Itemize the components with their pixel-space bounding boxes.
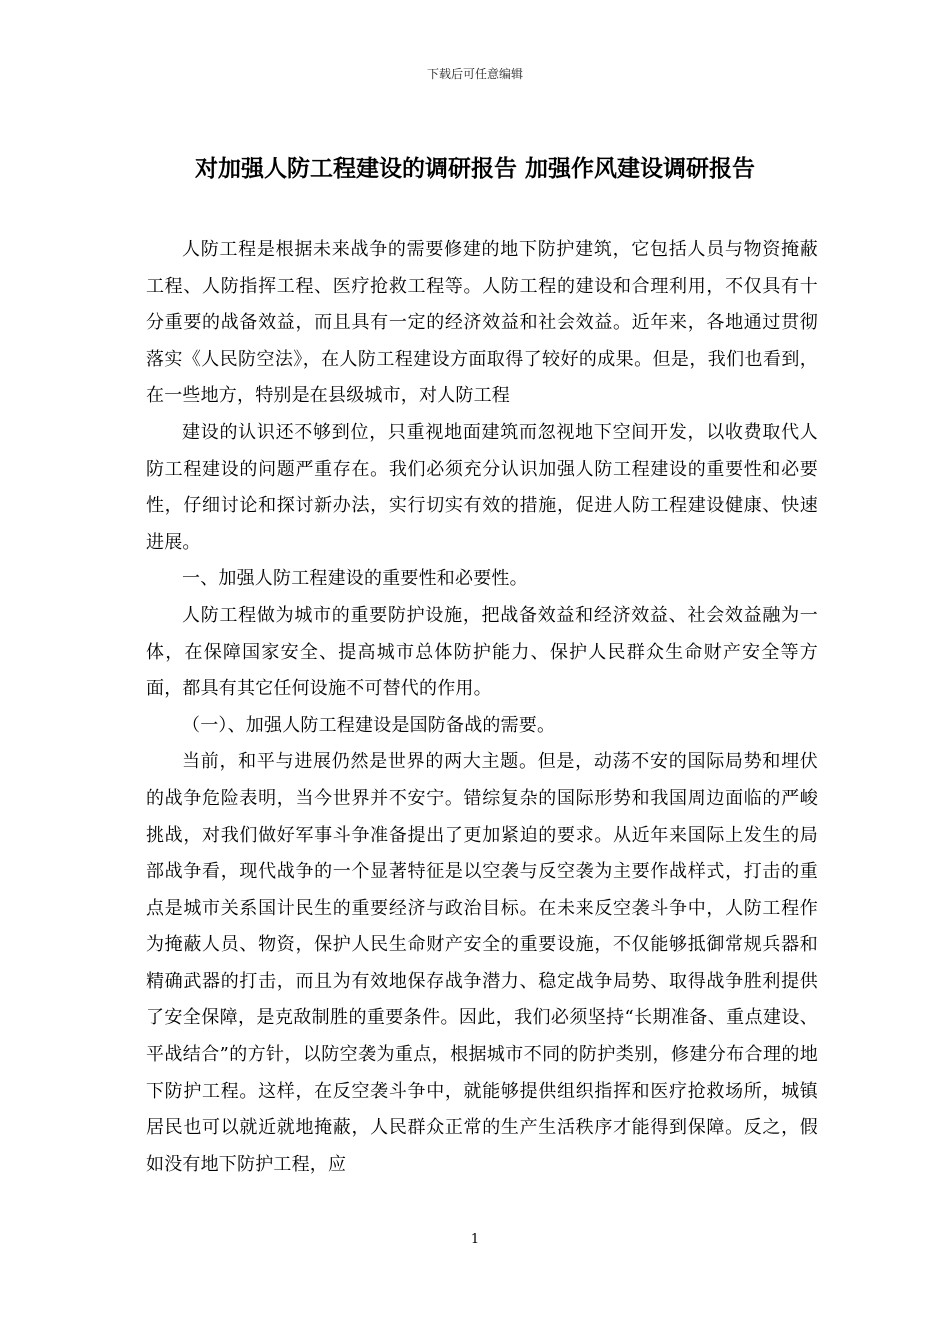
paragraph: 当前，和平与进展仍然是世界的两大主题。但是，动荡不安的国际局势和埋伏的战争危险表明，当今世界并不安宁。错综复杂的国际形势和我国周边面临的严峻挑战，对我们做好军事斗争准备提出了更加紧迫的要求。从近年来国际上发生的局部战争看，现代战争的一个显著特征是以空袭与反空袭为主要作战样式，打击的重点是城市关系国计民生的重要经济与政治目标。在未来反空袭斗争中，人防工程作为掩蔽人员、物资，保护人民生命财产安全的重要设施，不仅能够抵御常规兵器和精确武器的打击，而且为有效地保存战争潜力、稳定战争局势、取得战争胜利提供了安全保障，是克敌制胜的重要条件。因此，我们必须坚持“长期准备、重点建设、平战结合”的方针，以防空袭为重点，根据城市不同的防护类别，修建分布合理的地下防护工程。这样，在反空袭斗争中，就能够提供组织指挥和医疗抢救场所，城镇居民也可以就近就地掩蔽，人民群众正常的生产生活秩序才能得到保障。反之，假如没有地下防护工程，应 — [146, 751, 818, 1175]
paragraph: 建设的认识还不够到位，只重视地面建筑而忽视地下空间开发，以收费取代人防工程建设的问题严重存在。我们必须充分认识加强人防工程建设的重要性和必要性，仔细讨论和探讨新办法，实行切实有效的措施，促进人防工程建设健康、快速进展。 — [146, 421, 818, 553]
page-number: 1 — [470, 1232, 480, 1247]
document-body — [146, 232, 818, 1183]
header-note: 下载后可任意编辑 — [426, 67, 523, 81]
paragraph: 人防工程做为城市的重要防护设施，把战备效益和经济效益、社会效益融为一体，在保障国家安全、提高城市总体防护能力、保护人民群众生命财产安全等方面，都具有其它任何设施不可替代的作用。 — [146, 604, 818, 700]
document-title: 对加强人防工程建设的调研报告 加强作风建设调研报告 — [194, 156, 755, 182]
section-heading: 一、加强人防工程建设的重要性和必要性。 — [182, 568, 528, 590]
subsection-heading: （一）、加强人防工程建设是国防备战的需要。 — [182, 714, 556, 736]
paragraph: 人防工程是根据未来战争的需要修建的地下防护建筑，它包括人员与物资掩蔽工程、人防指挥工程、医疗抢救工程等。人防工程的建设和合理利用，不仅具有十分重要的战备效益，而且具有一定的经济效益和社会效益。近年来，各地通过贯彻落实《人民防空法》，在人防工程建设方面取得了较好的成果。但是，我们也看到，在一些地方，特别是在县级城市，对人防工程 — [146, 239, 818, 407]
